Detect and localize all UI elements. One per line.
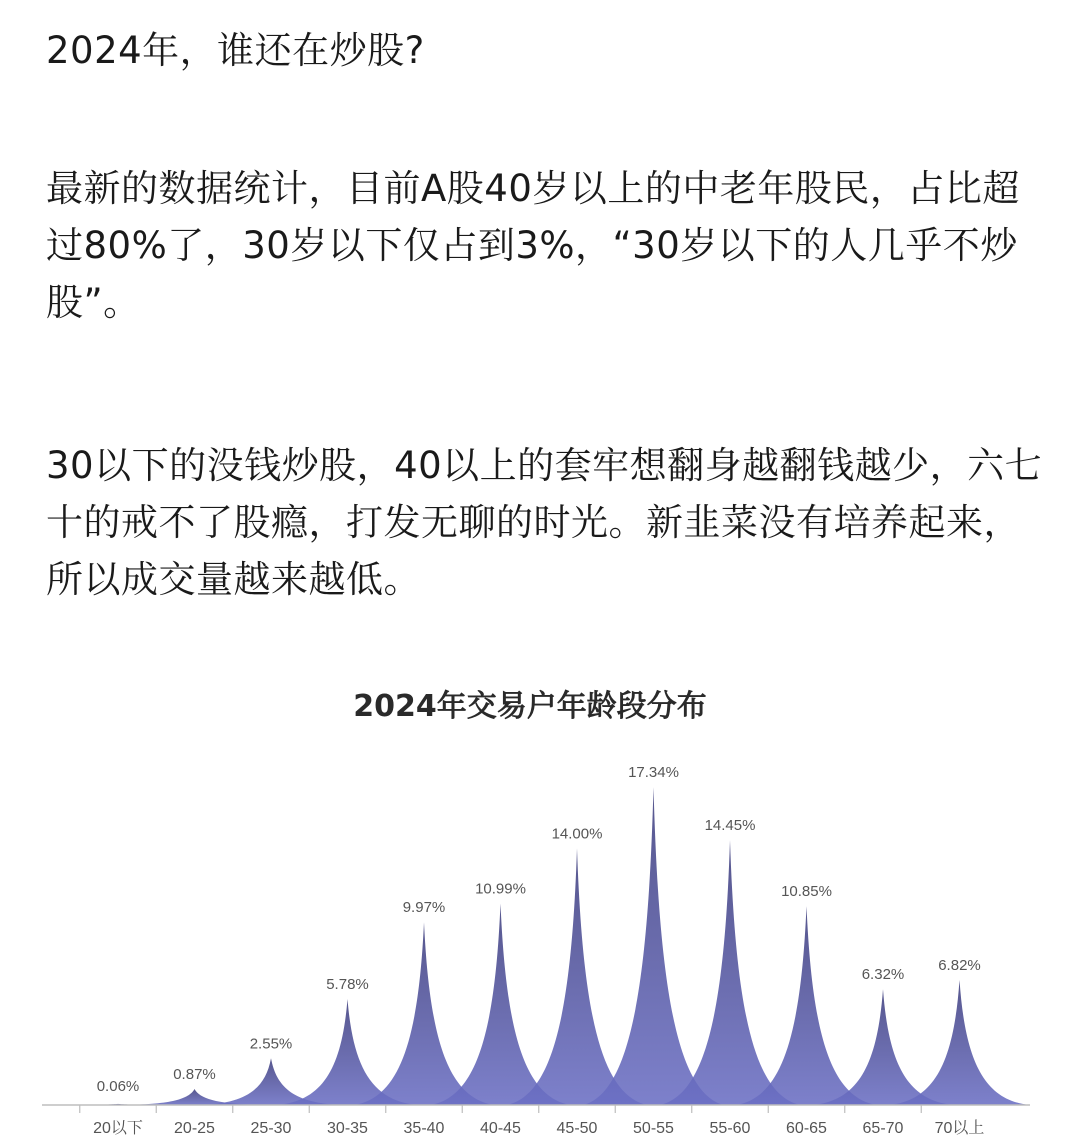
data-label-45-50: 14.00% — [551, 825, 603, 843]
chart-peaks — [48, 787, 1030, 1105]
tick-label-25-30: 25-30 — [250, 1120, 292, 1137]
data-label-70以上: 6.82% — [938, 956, 981, 974]
data-label-25-30: 2.55% — [249, 1035, 293, 1053]
data-label-20以下: 0.06% — [96, 1078, 140, 1095]
tick-label-65-70: 65-70 — [862, 1120, 904, 1137]
post-paragraph-2: 30以下的没钱炒股，40以上的套牢想翻身越翻钱越少，六七十的戒不了股瘾，打发无聊的时光。新韭菜没有培养起来，所以成交量越来越低。 — [46, 444, 1043, 601]
data-labels — [97, 764, 981, 1095]
tick-label-40-45: 40-45 — [480, 1120, 521, 1137]
tick-label-35-40: 35-40 — [403, 1120, 445, 1137]
tick-label-20-25: 20-25 — [174, 1120, 215, 1137]
tick-label-60-65: 60-65 — [786, 1120, 827, 1137]
x-axis-ticks — [80, 1105, 985, 1137]
post-paragraph-1: 最新的数据统计，目前A股40岁以上的中老年股民，占比超过80%了，30岁以下仅占到3%，“30岁以下的人几乎不炒股”。 — [46, 167, 1020, 324]
tick-label-20以下: 20以下 — [93, 1120, 143, 1137]
chart-title: 2024年交易户年龄段分布 — [353, 689, 707, 724]
post-title: 2024年，谁还在炒股? — [46, 29, 425, 72]
tick-label-50-55: 50-55 — [633, 1120, 674, 1137]
data-label-60-65: 10.85% — [781, 883, 832, 901]
data-label-35-40: 9.97% — [402, 899, 446, 917]
age-distribution-chart — [0, 670, 1080, 1137]
tick-label-30-35: 30-35 — [327, 1120, 368, 1137]
tick-label-70以上: 70以上 — [934, 1120, 985, 1137]
chart-svg — [0, 670, 1080, 1137]
tick-label-45-50: 45-50 — [556, 1120, 598, 1137]
tick-label-55-60: 55-60 — [709, 1120, 751, 1137]
data-label-20-25: 0.87% — [173, 1066, 216, 1084]
data-label-55-60: 14.45% — [704, 817, 756, 835]
data-label-40-45: 10.99% — [475, 880, 526, 898]
data-label-50-55: 17.34% — [628, 764, 679, 782]
data-label-30-35: 5.78% — [326, 976, 369, 994]
data-label-65-70: 6.32% — [861, 966, 905, 984]
